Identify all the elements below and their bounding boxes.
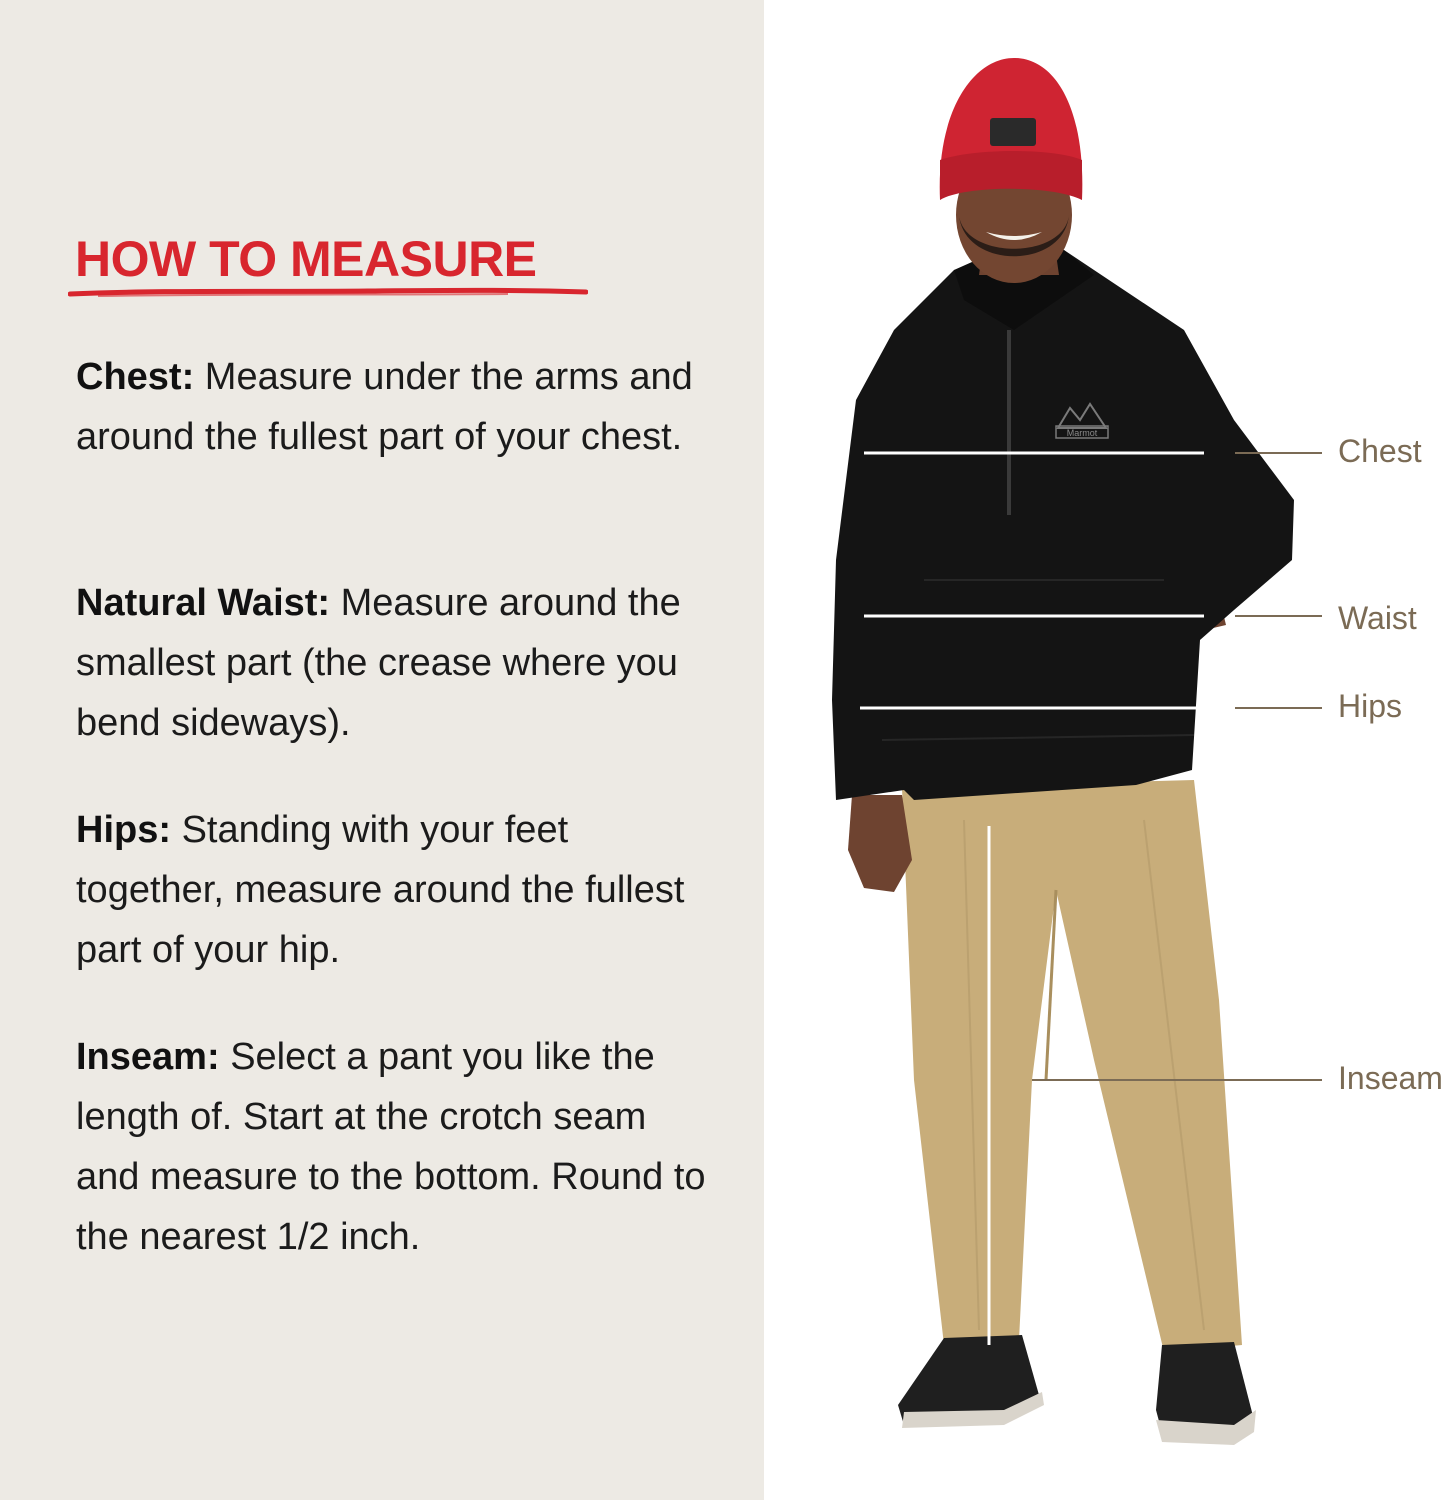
section-chest-text: Measure under the arms and around the fullest part of your chest.	[76, 356, 693, 458]
model-panel	[764, 0, 1447, 1500]
section-natural-waist	[76, 573, 716, 753]
label-inseam: Inseam	[1338, 1060, 1443, 1096]
page-title: HOW TO MEASURE	[75, 231, 537, 287]
logo-text: Marmot	[1066, 428, 1098, 438]
section-inseam-text: Select a pant you like the length of. Start at the crotch seam and measure to the bottom. Round to the nearest 1/2 inch.	[76, 1036, 706, 1258]
beanie	[940, 58, 1083, 200]
section-waist-text: Measure around the smallest part (the crease where you bend sideways).	[76, 582, 681, 744]
section-hips-text: Standing with your feet together, measure around the fullest part of your hip.	[76, 809, 685, 971]
jacket	[832, 250, 1294, 800]
label-hips: Hips	[1338, 688, 1403, 724]
section-chest	[76, 347, 716, 467]
label-chest: Chest	[1338, 433, 1422, 469]
section-inseam-term: Inseam:	[76, 1036, 220, 1078]
section-hips	[76, 800, 716, 980]
model-illustration	[764, 0, 1447, 1500]
label-waist: Waist	[1338, 600, 1417, 636]
sneakers	[898, 1335, 1256, 1445]
beanie-patch	[990, 118, 1036, 146]
title-underline	[68, 286, 588, 300]
section-chest-term: Chest:	[76, 356, 195, 398]
section-inseam	[76, 1027, 716, 1267]
section-hips-term: Hips:	[76, 809, 171, 851]
pants	[902, 780, 1242, 1352]
section-waist-term: Natural Waist:	[76, 582, 331, 624]
